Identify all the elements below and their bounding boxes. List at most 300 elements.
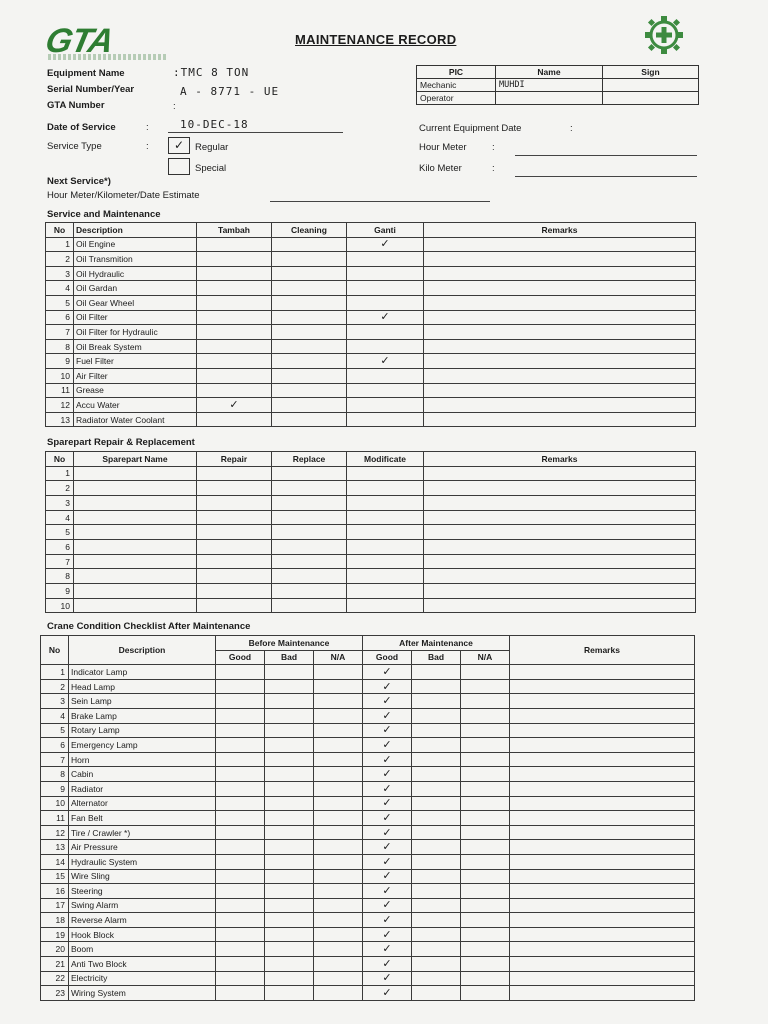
after-na-cell[interactable]	[461, 679, 510, 694]
after-bad-cell[interactable]	[412, 884, 461, 899]
row-number: 10	[46, 368, 74, 383]
after-good-cell[interactable]: ✓	[363, 898, 412, 913]
replace-cell[interactable]	[272, 466, 347, 481]
cleaning-cell[interactable]	[272, 368, 347, 383]
remarks-cell[interactable]	[424, 398, 696, 413]
tambah-cell[interactable]	[197, 325, 272, 340]
mechanic-sign[interactable]	[603, 79, 699, 92]
replace-cell[interactable]	[272, 495, 347, 510]
remarks-cell[interactable]	[510, 913, 695, 928]
before-good-cell[interactable]	[216, 738, 265, 753]
before-bad-cell[interactable]	[265, 971, 314, 986]
modificate-cell[interactable]	[347, 554, 424, 569]
remarks-cell[interactable]	[510, 752, 695, 767]
remarks-cell[interactable]	[424, 495, 696, 510]
ganti-cell[interactable]: ✓	[347, 237, 424, 252]
sparepart-name-cell[interactable]	[74, 525, 197, 540]
cleaning-cell[interactable]	[272, 325, 347, 340]
sparepart-name-cell[interactable]	[74, 569, 197, 584]
row-description: Reverse Alarm	[69, 913, 216, 928]
row-description: Oil Gardan	[74, 281, 197, 296]
row-number: 1	[41, 665, 69, 680]
cleaning-cell[interactable]	[272, 281, 347, 296]
after-bad-cell[interactable]	[412, 986, 461, 1001]
after-bad-cell[interactable]	[412, 840, 461, 855]
after-na-cell[interactable]	[461, 825, 510, 840]
table-row	[41, 957, 695, 972]
before-na-cell[interactable]	[314, 694, 363, 709]
remarks-cell[interactable]	[424, 569, 696, 584]
cleaning-cell[interactable]	[272, 237, 347, 252]
after-good-cell[interactable]: ✓	[363, 811, 412, 826]
repair-cell[interactable]	[197, 569, 272, 584]
table-row	[41, 738, 695, 753]
before-bad-cell[interactable]	[265, 811, 314, 826]
before-good-cell[interactable]	[216, 840, 265, 855]
before-na-cell[interactable]	[314, 767, 363, 782]
before-na-cell[interactable]	[314, 957, 363, 972]
before-bad-cell[interactable]	[265, 781, 314, 796]
modificate-cell[interactable]	[347, 584, 424, 599]
remarks-cell[interactable]	[510, 971, 695, 986]
replace-cell[interactable]	[272, 554, 347, 569]
after-good-cell[interactable]: ✓	[363, 679, 412, 694]
remarks-cell[interactable]	[510, 986, 695, 1001]
replace-cell[interactable]	[272, 584, 347, 599]
before-good-cell[interactable]	[216, 752, 265, 767]
ganti-cell[interactable]	[347, 398, 424, 413]
modificate-cell[interactable]	[347, 466, 424, 481]
remarks-cell[interactable]	[510, 679, 695, 694]
special-checkbox[interactable]	[168, 158, 190, 175]
remarks-cell[interactable]	[510, 767, 695, 782]
modificate-cell[interactable]	[347, 569, 424, 584]
replace-cell[interactable]	[272, 540, 347, 555]
before-na-cell[interactable]	[314, 665, 363, 680]
table-row	[41, 752, 695, 767]
row-description: Horn	[69, 752, 216, 767]
col-after-na: N/A	[461, 650, 510, 665]
before-bad-cell[interactable]	[265, 957, 314, 972]
before-bad-cell[interactable]	[265, 898, 314, 913]
after-bad-cell[interactable]	[412, 665, 461, 680]
cleaning-cell[interactable]	[272, 295, 347, 310]
sparepart-name-cell[interactable]	[74, 584, 197, 599]
before-na-cell[interactable]	[314, 679, 363, 694]
cleaning-cell[interactable]	[272, 354, 347, 369]
regular-checkbox[interactable]: ✓	[168, 137, 190, 154]
tambah-cell[interactable]: ✓	[197, 398, 272, 413]
before-na-cell[interactable]	[314, 752, 363, 767]
remarks-cell[interactable]	[424, 237, 696, 252]
after-na-cell[interactable]	[461, 971, 510, 986]
cleaning-cell[interactable]	[272, 310, 347, 325]
remarks-cell[interactable]	[510, 854, 695, 869]
after-good-cell[interactable]: ✓	[363, 869, 412, 884]
before-bad-cell[interactable]	[265, 840, 314, 855]
after-na-cell[interactable]	[461, 752, 510, 767]
repair-cell[interactable]	[197, 466, 272, 481]
sparepart-section-title: Sparepart Repair & Replacement	[47, 437, 195, 448]
repair-cell[interactable]	[197, 584, 272, 599]
remarks-cell[interactable]	[424, 584, 696, 599]
before-na-cell[interactable]	[314, 781, 363, 796]
tambah-cell[interactable]	[197, 310, 272, 325]
after-bad-cell[interactable]	[412, 738, 461, 753]
ganti-cell[interactable]	[347, 325, 424, 340]
repair-cell[interactable]	[197, 481, 272, 496]
remarks-cell[interactable]	[424, 554, 696, 569]
row-description: Radiator	[69, 781, 216, 796]
after-good-cell[interactable]: ✓	[363, 840, 412, 855]
before-na-cell[interactable]	[314, 811, 363, 826]
after-bad-cell[interactable]	[412, 957, 461, 972]
col-no: No	[41, 636, 69, 665]
replace-cell[interactable]	[272, 598, 347, 613]
remarks-cell[interactable]	[510, 694, 695, 709]
replace-cell[interactable]	[272, 569, 347, 584]
remarks-cell[interactable]	[510, 665, 695, 680]
before-bad-cell[interactable]	[265, 869, 314, 884]
after-good-cell[interactable]: ✓	[363, 738, 412, 753]
after-bad-cell[interactable]	[412, 854, 461, 869]
after-na-cell[interactable]	[461, 665, 510, 680]
sparepart-name-cell[interactable]	[74, 554, 197, 569]
before-good-cell[interactable]	[216, 971, 265, 986]
row-number: 19	[41, 927, 69, 942]
before-bad-cell[interactable]	[265, 796, 314, 811]
remarks-cell[interactable]	[510, 723, 695, 738]
after-good-cell[interactable]: ✓	[363, 971, 412, 986]
before-na-cell[interactable]	[314, 708, 363, 723]
crane-checklist-table	[40, 635, 695, 1001]
table-row	[46, 295, 696, 310]
remarks-cell[interactable]	[424, 412, 696, 427]
tambah-cell[interactable]	[197, 383, 272, 398]
remarks-cell[interactable]	[424, 354, 696, 369]
modificate-cell[interactable]	[347, 540, 424, 555]
before-good-cell[interactable]	[216, 957, 265, 972]
after-na-cell[interactable]	[461, 781, 510, 796]
after-na-cell[interactable]	[461, 927, 510, 942]
after-na-cell[interactable]	[461, 913, 510, 928]
col-no: No	[46, 452, 74, 467]
remarks-cell[interactable]	[424, 481, 696, 496]
before-good-cell[interactable]	[216, 825, 265, 840]
after-na-cell[interactable]	[461, 942, 510, 957]
after-na-cell[interactable]	[461, 738, 510, 753]
after-good-cell[interactable]: ✓	[363, 723, 412, 738]
before-bad-cell[interactable]	[265, 986, 314, 1001]
cleaning-cell[interactable]	[272, 412, 347, 427]
before-good-cell[interactable]	[216, 679, 265, 694]
before-good-cell[interactable]	[216, 913, 265, 928]
after-bad-cell[interactable]	[412, 723, 461, 738]
row-number: 8	[46, 339, 74, 354]
tambah-cell[interactable]	[197, 354, 272, 369]
mechanic-name[interactable]: MUHDI	[496, 79, 603, 92]
sparepart-name-cell[interactable]	[74, 540, 197, 555]
remarks-cell[interactable]	[424, 295, 696, 310]
before-good-cell[interactable]	[216, 898, 265, 913]
remarks-cell[interactable]	[510, 957, 695, 972]
after-good-cell[interactable]: ✓	[363, 752, 412, 767]
ganti-cell[interactable]	[347, 266, 424, 281]
ganti-cell[interactable]	[347, 339, 424, 354]
table-row	[46, 310, 696, 325]
operator-sign[interactable]	[603, 92, 699, 105]
remarks-cell[interactable]	[510, 825, 695, 840]
before-good-cell[interactable]	[216, 796, 265, 811]
remarks-cell[interactable]	[424, 325, 696, 340]
after-na-cell[interactable]	[461, 884, 510, 899]
modificate-cell[interactable]	[347, 495, 424, 510]
repair-cell[interactable]	[197, 598, 272, 613]
remarks-cell[interactable]	[510, 898, 695, 913]
tambah-cell[interactable]	[197, 237, 272, 252]
remarks-cell[interactable]	[510, 942, 695, 957]
operator-name[interactable]	[496, 92, 603, 105]
before-good-cell[interactable]	[216, 723, 265, 738]
table-row	[41, 913, 695, 928]
remarks-cell[interactable]	[424, 466, 696, 481]
ganti-cell[interactable]	[347, 252, 424, 267]
before-bad-cell[interactable]	[265, 927, 314, 942]
before-bad-cell[interactable]	[265, 738, 314, 753]
tambah-cell[interactable]	[197, 412, 272, 427]
after-good-cell[interactable]: ✓	[363, 927, 412, 942]
modificate-cell[interactable]	[347, 510, 424, 525]
after-na-cell[interactable]	[461, 694, 510, 709]
before-bad-cell[interactable]	[265, 752, 314, 767]
row-number: 23	[41, 986, 69, 1001]
before-na-cell[interactable]	[314, 986, 363, 1001]
before-good-cell[interactable]	[216, 884, 265, 899]
before-good-cell[interactable]	[216, 767, 265, 782]
remarks-cell[interactable]	[424, 540, 696, 555]
before-bad-cell[interactable]	[265, 942, 314, 957]
ganti-cell[interactable]: ✓	[347, 354, 424, 369]
before-good-cell[interactable]	[216, 665, 265, 680]
before-bad-cell[interactable]	[265, 767, 314, 782]
before-bad-cell[interactable]	[265, 913, 314, 928]
before-na-cell[interactable]	[314, 884, 363, 899]
after-na-cell[interactable]	[461, 796, 510, 811]
before-bad-cell[interactable]	[265, 884, 314, 899]
remarks-cell[interactable]	[424, 598, 696, 613]
before-bad-cell[interactable]	[265, 708, 314, 723]
remarks-cell[interactable]	[424, 266, 696, 281]
after-na-cell[interactable]	[461, 723, 510, 738]
sparepart-name-cell[interactable]	[74, 466, 197, 481]
after-bad-cell[interactable]	[412, 767, 461, 782]
before-bad-cell[interactable]	[265, 825, 314, 840]
remarks-cell[interactable]	[510, 708, 695, 723]
after-na-cell[interactable]	[461, 869, 510, 884]
after-na-cell[interactable]	[461, 957, 510, 972]
cleaning-cell[interactable]	[272, 266, 347, 281]
before-good-cell[interactable]	[216, 854, 265, 869]
after-bad-cell[interactable]	[412, 694, 461, 709]
remarks-cell[interactable]	[424, 383, 696, 398]
remarks-cell[interactable]	[424, 281, 696, 296]
sparepart-name-cell[interactable]	[74, 598, 197, 613]
tambah-cell[interactable]	[197, 368, 272, 383]
col-before-bad: Bad	[265, 650, 314, 665]
before-na-cell[interactable]	[314, 825, 363, 840]
after-good-cell[interactable]: ✓	[363, 665, 412, 680]
before-good-cell[interactable]	[216, 869, 265, 884]
sparepart-name-cell[interactable]	[74, 495, 197, 510]
remarks-cell[interactable]	[510, 927, 695, 942]
after-bad-cell[interactable]	[412, 913, 461, 928]
current-date-colon: :	[570, 123, 573, 134]
before-good-cell[interactable]	[216, 942, 265, 957]
before-bad-cell[interactable]	[265, 665, 314, 680]
repair-cell[interactable]	[197, 525, 272, 540]
after-na-cell[interactable]	[461, 986, 510, 1001]
col-sparepart-name: Sparepart Name	[74, 452, 197, 467]
tambah-cell[interactable]	[197, 281, 272, 296]
before-na-cell[interactable]	[314, 898, 363, 913]
after-good-cell[interactable]: ✓	[363, 694, 412, 709]
repair-cell[interactable]	[197, 510, 272, 525]
replace-cell[interactable]	[272, 525, 347, 540]
sparepart-name-cell[interactable]	[74, 481, 197, 496]
remarks-cell[interactable]	[424, 510, 696, 525]
remarks-cell[interactable]	[424, 368, 696, 383]
remarks-cell[interactable]	[424, 252, 696, 267]
remarks-cell[interactable]	[510, 811, 695, 826]
ganti-cell[interactable]	[347, 295, 424, 310]
after-bad-cell[interactable]	[412, 752, 461, 767]
after-good-cell[interactable]: ✓	[363, 854, 412, 869]
after-na-cell[interactable]	[461, 898, 510, 913]
after-bad-cell[interactable]	[412, 708, 461, 723]
remarks-cell[interactable]	[510, 840, 695, 855]
repair-cell[interactable]	[197, 540, 272, 555]
after-good-cell[interactable]: ✓	[363, 884, 412, 899]
tambah-cell[interactable]	[197, 339, 272, 354]
row-description: Steering	[69, 884, 216, 899]
row-description: Sein Lamp	[69, 694, 216, 709]
after-bad-cell[interactable]	[412, 781, 461, 796]
before-na-cell[interactable]	[314, 738, 363, 753]
after-na-cell[interactable]	[461, 708, 510, 723]
remarks-cell[interactable]	[510, 781, 695, 796]
before-good-cell[interactable]	[216, 781, 265, 796]
replace-cell[interactable]	[272, 481, 347, 496]
after-bad-cell[interactable]	[412, 971, 461, 986]
after-good-cell[interactable]: ✓	[363, 708, 412, 723]
cleaning-cell[interactable]	[272, 252, 347, 267]
row-description: Oil Filter for Hydraulic	[74, 325, 197, 340]
ganti-cell[interactable]	[347, 412, 424, 427]
sparepart-name-cell[interactable]	[74, 510, 197, 525]
cleaning-cell[interactable]	[272, 398, 347, 413]
ganti-cell[interactable]	[347, 383, 424, 398]
after-good-cell[interactable]: ✓	[363, 913, 412, 928]
after-na-cell[interactable]	[461, 840, 510, 855]
row-number: 14	[41, 854, 69, 869]
after-bad-cell[interactable]	[412, 811, 461, 826]
before-bad-cell[interactable]	[265, 694, 314, 709]
ganti-cell[interactable]	[347, 368, 424, 383]
row-number: 10	[41, 796, 69, 811]
before-na-cell[interactable]	[314, 840, 363, 855]
before-good-cell[interactable]	[216, 694, 265, 709]
after-bad-cell[interactable]	[412, 898, 461, 913]
row-description: Oil Hydraulic	[74, 266, 197, 281]
after-bad-cell[interactable]	[412, 927, 461, 942]
before-bad-cell[interactable]	[265, 679, 314, 694]
before-na-cell[interactable]	[314, 913, 363, 928]
row-number: 13	[46, 412, 74, 427]
after-bad-cell[interactable]	[412, 869, 461, 884]
cleaning-cell[interactable]	[272, 383, 347, 398]
repair-cell[interactable]	[197, 554, 272, 569]
row-description: Wire Sling	[69, 869, 216, 884]
after-na-cell[interactable]	[461, 811, 510, 826]
modificate-cell[interactable]	[347, 598, 424, 613]
after-bad-cell[interactable]	[412, 942, 461, 957]
modificate-cell[interactable]	[347, 481, 424, 496]
replace-cell[interactable]	[272, 510, 347, 525]
after-good-cell[interactable]: ✓	[363, 942, 412, 957]
before-good-cell[interactable]	[216, 927, 265, 942]
remarks-cell[interactable]	[424, 525, 696, 540]
repair-cell[interactable]	[197, 495, 272, 510]
before-bad-cell[interactable]	[265, 723, 314, 738]
before-good-cell[interactable]	[216, 708, 265, 723]
remarks-cell[interactable]	[510, 869, 695, 884]
ganti-cell[interactable]	[347, 281, 424, 296]
before-bad-cell[interactable]	[265, 854, 314, 869]
remarks-cell[interactable]	[510, 796, 695, 811]
before-na-cell[interactable]	[314, 854, 363, 869]
tambah-cell[interactable]	[197, 252, 272, 267]
before-na-cell[interactable]	[314, 942, 363, 957]
before-na-cell[interactable]	[314, 869, 363, 884]
remarks-cell[interactable]	[424, 339, 696, 354]
after-good-cell[interactable]: ✓	[363, 767, 412, 782]
after-na-cell[interactable]	[461, 854, 510, 869]
before-good-cell[interactable]	[216, 986, 265, 1001]
after-na-cell[interactable]	[461, 767, 510, 782]
tambah-cell[interactable]	[197, 295, 272, 310]
after-bad-cell[interactable]	[412, 679, 461, 694]
after-good-cell[interactable]: ✓	[363, 986, 412, 1001]
after-good-cell[interactable]: ✓	[363, 825, 412, 840]
after-bad-cell[interactable]	[412, 796, 461, 811]
after-good-cell[interactable]: ✓	[363, 957, 412, 972]
remarks-cell[interactable]	[424, 310, 696, 325]
remarks-cell[interactable]	[510, 738, 695, 753]
after-bad-cell[interactable]	[412, 825, 461, 840]
before-na-cell[interactable]	[314, 796, 363, 811]
before-good-cell[interactable]	[216, 811, 265, 826]
remarks-cell[interactable]	[510, 884, 695, 899]
modificate-cell[interactable]	[347, 525, 424, 540]
before-na-cell[interactable]	[314, 723, 363, 738]
before-na-cell[interactable]	[314, 927, 363, 942]
after-good-cell[interactable]: ✓	[363, 781, 412, 796]
ganti-cell[interactable]: ✓	[347, 310, 424, 325]
cleaning-cell[interactable]	[272, 339, 347, 354]
before-na-cell[interactable]	[314, 971, 363, 986]
after-good-cell[interactable]: ✓	[363, 796, 412, 811]
tambah-cell[interactable]	[197, 266, 272, 281]
